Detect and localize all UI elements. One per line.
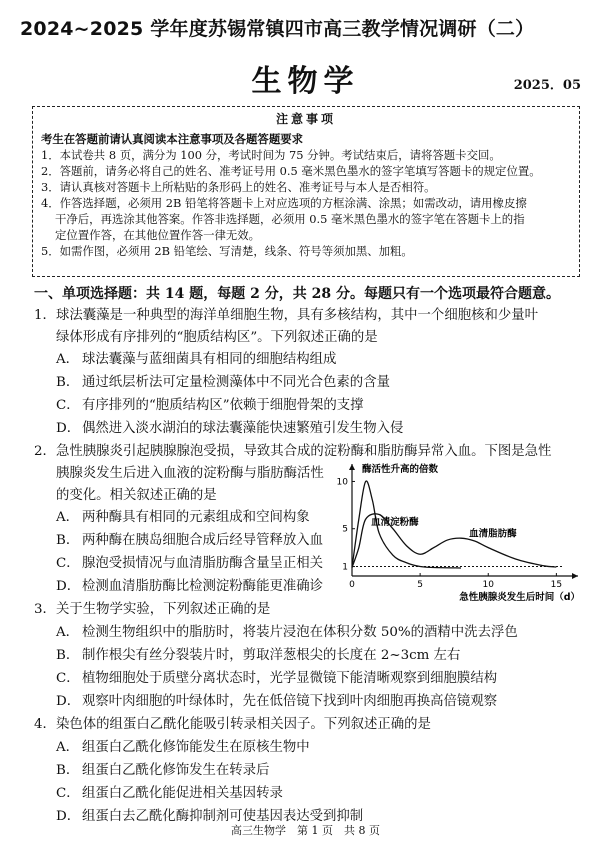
question-text-cont2: 的变化。相关叙述正确的是 [56,488,217,503]
option-2b: B． 两种酶在胰岛细胞合成后经导管释放入血 [56,533,324,548]
series-label-2: 血清脂肪酶 [469,528,517,540]
y-axis-arrow [349,464,355,470]
question-number: 3． [34,602,56,617]
x-axis-label: 急性胰腺炎发生后时间（d） [459,592,580,603]
y-axis-label: 酶活性升高的倍数 [362,464,439,475]
option-2d: D． 检测血清脂肪酶比检测淀粉酶能更准确诊 [56,579,324,594]
question-number: 1． [34,308,56,323]
y-tick-label: 10 [336,477,348,488]
option-3a: A． 检测生物组织中的脂肪时，将装片浸泡在体积分数 50%的酒精中洗去浮色 [56,625,518,640]
option-1a: A． 球法囊藻与蓝细菌具有相同的细胞结构组成 [56,352,337,367]
option-4b: B． 组蛋白乙酰化修饰发生在转录后 [56,763,270,778]
subject-title: 生物学 [251,64,360,99]
option-3d: D． 观察叶肉细胞的叶绿体时，先在低倍镜下找到叶肉细胞再换高倍镜观察 [56,694,498,709]
x-tick-label: 5 [417,580,423,590]
question-number: 2． [34,444,56,459]
option-3c: C． 植物细胞处于质壁分离状态时，光学显微镜下能清晰观察到细胞膜结构 [56,671,498,686]
x-axis-arrow [572,573,578,579]
option-1b: B． 通过纸层析法可定量检测藻体中不同光合色素的含量 [56,375,390,390]
notice-item-1: 1．本试卷共 8 页，满分为 100 分，考试时间为 75 分钟。考试结束后，请将答题卡交回。 [41,148,501,162]
question-text: 染色体的组蛋白乙酰化能吸引转录相关因子。下列叙述正确的是 [56,717,431,732]
notice-item-4-cont: 干净后，再选涂其他答案。作答非选择题，必须用 0.5 毫米黑色墨水的签字笔在答题卡上的指 [55,212,525,226]
question-text: 关于生物学实验，下列叙述正确的是 [56,602,271,617]
question-text-cont: 胰腺炎发生后进入血液的淀粉酶与脂肪酶活性 [56,466,324,481]
y-tick-label: 5 [342,524,348,535]
x-tick-label: 10 [482,580,494,590]
x-tick-label: 15 [550,580,563,590]
option-4a: A． 组蛋白乙酰化修饰能发生在原核生物中 [56,740,310,755]
y-tick-label: 1 [342,562,348,573]
question-text: 急性胰腺炎引起胰腺腺泡受损，导致其合成的淀粉酶和脂肪酶异常入血。下图是急性 [56,444,552,459]
exam-date: 2025．05 [513,78,581,93]
option-2a: A． 两种酶具有相同的元素组成和空间构象 [56,510,310,525]
notice-item-2: 2．答题前，请务必将自己的姓名、准考证号用 0.5 毫米黑色墨水的签字笔填写答题卡的规定位置。 [41,164,541,178]
section-heading: 一、单项选择题：共 14 题，每题 2 分，共 28 分。每题只有一个选项最符合题意。 [34,286,560,302]
notice-item-5: 5．如需作图，必须用 2B 铅笔绘、写清楚，线条、符号等须加黑、加粗。 [41,244,413,258]
notice-item-4: 4．作答选择题，必须用 2B 铅笔将答题卡上对应选项的方框涂满、涂黑；如需改动，请用橡皮擦 [41,196,527,210]
option-4c: C． 组蛋白乙酰化能促进相关基因转录 [56,786,283,801]
x-tick-label: 0 [349,580,355,590]
option-1c: C． 有序排列的“胞质结构区”依赖于细胞骨架的支撑 [56,398,364,413]
option-1d: D． 偶然进入淡水湖泊的球法囊藻能快速繁殖引发生物入侵 [56,421,404,436]
question-3 [34,599,270,621]
series-label-1: 血清淀粉酶 [371,516,419,528]
page-footer: 高三生物学 第 1 页 共 8 页 [231,824,380,837]
question-1 [34,305,538,349]
option-4d: D． 组蛋白去乙酰化酶抑制剂可使基因表达受到抑制 [56,809,364,824]
notice-item-4-cont2: 定位置作答，在其他位置作答一律无效。 [55,228,261,242]
question-text: 球法囊藻是一种典型的海洋单细胞生物，具有多核结构，其中一个细胞核和少量叶 [56,308,539,323]
option-2c: C． 腺泡受损情况与血清脂肪酶含量呈正相关 [56,556,324,571]
option-3b: B． 制作根尖有丝分裂装片时，剪取洋葱根尖的长度在 2~3cm 左右 [56,648,461,663]
question-number: 4． [34,717,56,732]
enzyme-activity-chart [330,462,588,622]
notice-item-3: 3．请认真核对答题卡上所粘贴的条形码上的姓名、准考证号与本人是否相符。 [41,180,436,194]
exam-title: 2024~2025 学年度苏锡常镇四市高三教学情况调研（二） [20,18,535,40]
question-4 [34,714,431,736]
notice-box [32,106,580,277]
notice-heading: 考生在答题前请认真阅读本注意事项及各题答题要求 [41,132,303,146]
question-text-cont: 绿体形成有序排列的“胞质结构区”。下列叙述正确的是 [56,330,378,345]
notice-title: 注意事项 [275,112,336,126]
